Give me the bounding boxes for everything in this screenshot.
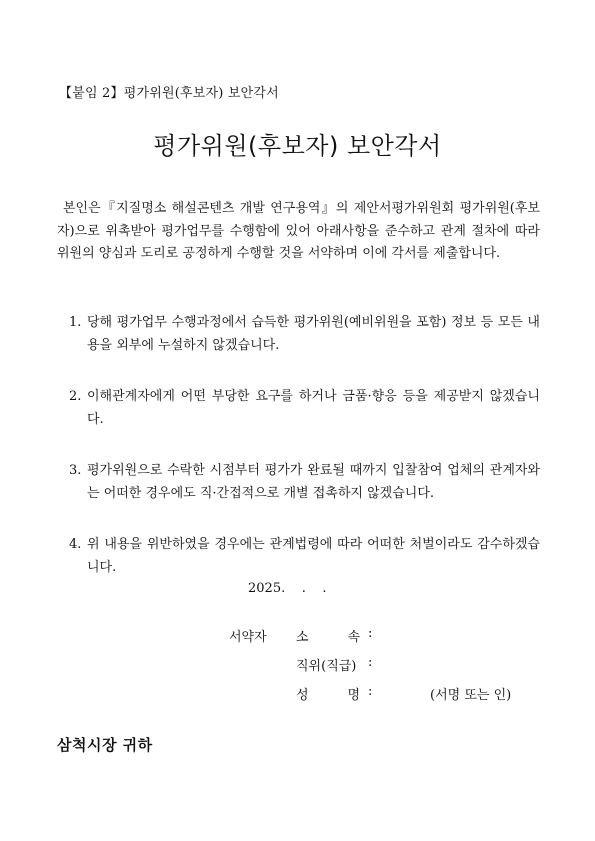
pledge-item-text: 평가위원으로 수락한 시점부터 평가가 완료될 때까지 입찰참여 업체의 관계자와는 어떠한 경우에도 직·간접적으로 개별 접촉하지 않겠습니다. xyxy=(87,463,540,501)
pledge-item-text: 위 내용을 위반하였을 경우에는 관계법령에 따라 어떠한 처벌이라도 감수하겠습니다. xyxy=(87,537,540,575)
pledge-item-number: 3. xyxy=(69,463,82,478)
pledge-date: 2025. . . xyxy=(248,581,327,596)
document-title: 평가위원(후보자) 보안각서 xyxy=(153,132,442,160)
signature-note: (서명 또는 인) xyxy=(430,688,512,703)
name-label-char: 성 xyxy=(296,688,309,703)
affiliation-label xyxy=(296,626,360,645)
pledge-item xyxy=(57,385,540,431)
position-label: 직위(직급) xyxy=(296,659,357,674)
position-colon: : xyxy=(368,655,373,670)
affiliation-label-char: 속 xyxy=(347,630,360,645)
pledge-intro: 본인은『지질명소 해설콘텐츠 개발 연구용역』의 제안서평가위원회 평가위원(후보자)으로 위촉받아 평가업무를 수행함에 있어 아래사항을 준수하고 관계 절차에 따라 위원의 양심과 도리로 공정하게 수행할 것을 서약하며 이에 각서를 제출합니다. xyxy=(57,201,540,262)
pledge-item xyxy=(57,311,540,357)
pledge-item-number: 1. xyxy=(69,315,82,330)
name-label xyxy=(296,684,360,703)
name-colon: : xyxy=(368,684,373,699)
affiliation-label-char: 소 xyxy=(296,630,309,645)
pledge-item-text: 이해관계자에게 어떤 부당한 요구를 하거나 금품·향응 등을 제공받지 않겠습니다. xyxy=(87,389,540,427)
addressee: 삼척시장 귀하 xyxy=(57,736,153,754)
affiliation-colon: : xyxy=(368,626,373,641)
pledge-item xyxy=(57,459,540,505)
pledge-item xyxy=(57,533,540,579)
attachment-label: 【붙임 2】평가위원(후보자) 보안각서 xyxy=(59,86,279,101)
signer-label: 서약자 xyxy=(229,630,267,645)
pledge-items xyxy=(57,311,540,607)
pledge-item-text: 당해 평가업무 수행과정에서 습득한 평가위원(예비위원을 포함) 정보 등 모든 내용을 외부에 누설하지 않겠습니다. xyxy=(87,315,540,353)
pledge-item-number: 2. xyxy=(69,389,82,404)
name-label-char: 명 xyxy=(347,688,360,703)
pledge-item-number: 4. xyxy=(69,537,82,552)
